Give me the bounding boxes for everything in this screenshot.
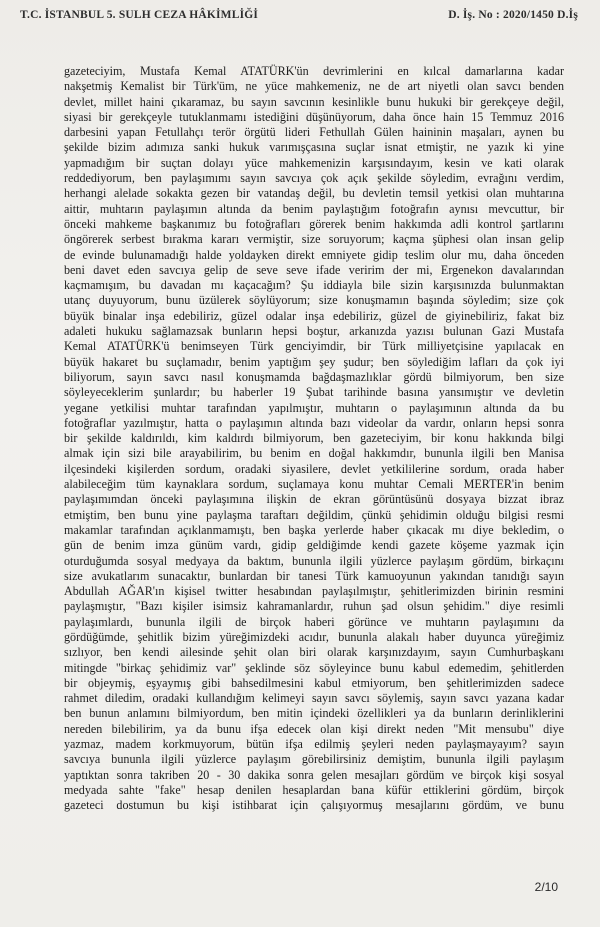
text-line: fotoğraflar yazılmıştır, hatta o paylaşımın altında bazı videolar da vardır, onların hepsi sonra: [64, 415, 564, 430]
text-line: ilçesindeki kişilerden sordum, oradaki siyasilere, devlet yetkililerine sordum, orada haber: [64, 461, 564, 476]
text-line: etmiştim, ben bunu yine paylaşma taraftarı değildim, çünkü şehidimin olduğu bilgisi resmi: [64, 507, 564, 522]
text-line: önceki mahkeme başkanımız bu fotoğrafları görerek benim hakkımda adli kontrol şartlarını: [64, 216, 564, 231]
text-line: devlet, millet haini çıkaramaz, bu sayın savcının kesinlikle bunu hukuki bir gerekçeye değil,: [64, 94, 564, 109]
text-line: medyada sahte "fake" hesap denilen hesaplardan bana küfür ettiklerini gördüm, birçok: [64, 782, 564, 797]
text-line: beni davet eden savcıya gelip de seve seve ifade veririm der mi, Ergenekon davalarından: [64, 262, 564, 277]
text-line: yegane yetkilisi muhtar tarafından yapılmıştır, muhtarın o paylaşımının altında da bu: [64, 400, 564, 415]
case-number: D. İş. No : 2020/1450 D.İş: [448, 9, 578, 21]
text-line: rahmet diledim, oradaki kullandığım kelimeyi sayın savcı söylemiş, sayın savcı yazana kadar: [64, 691, 564, 706]
text-line: paylaşımımdan önceki paylaşımına ilişkin de ekran görüntüsünü dosyaya bizzat ibraz: [64, 492, 564, 507]
text-line: büyük hakaret bu suçlamadır, benim yaptığım şey şudur; ben söylediğim lafları da çok iyi: [64, 354, 564, 369]
text-line: yaptıktan sonra takriben 20 - 30 dakika sonra gelen mesajları gördüm ve birçok kişi sosyal: [64, 767, 564, 782]
text-line: alabileceğim tüm kaynaklara sordum, suçlamaya konu muhtar Cemali MERTER'in benim: [64, 477, 564, 492]
text-line: gün de benim imza günüm vardı, gidip geldiğimde kendi gazete köşeme yazmak için: [64, 538, 564, 553]
text-line: makamlar tarafından açıklanmamıştı, ben başka yerlerde haber çıkacak mı diye bekledim, o: [64, 522, 564, 537]
text-line: bir objeymiş, eşyaymış gibi bahsedilmesini kabul etmiyorum, ben şehitlerimizden sadece: [64, 675, 564, 690]
text-line: yapmadığım bir suçtan dolayı yüce mahkemenizin karşısındayım, kesin ve kati olarak: [64, 155, 564, 170]
text-line: büyük binalar inşa edebiliriz, güzel odalar inşa edebiliriz, güzel de giyinebiliriz, fakat biz: [64, 308, 564, 323]
text-line: öngörerek serbest bırakma kararı vermiştir, size soruyorum; kaçma şüphesi olan insan gelip: [64, 232, 564, 247]
text-line: savcıya bununla ilgili yüzlerce paylaşım görebilirsiniz demiştim, bununla ilgili paylaşım: [64, 752, 564, 767]
text-line: paylaşımlardı, bununla ilgili de birçok haberi görünce ve muhtarın paylaşımını da: [64, 614, 564, 629]
text-line: Kemal ATATÜRK'ü benimseyen Türk genciyimdir, bir Türk milliyetçisine yapılacak en: [64, 339, 564, 354]
text-line: paylaşmıştır, "Bazı kişiler isimsiz kahramanlardır, ruhun şad olsun şehidim." diye resimli: [64, 599, 564, 614]
text-line: siyasi bir gerekçeyle tutuklanmamı istediğini düşünüyorum, daha önce hain 15 Temmuz 2016: [64, 109, 564, 124]
court-name: T.C. İSTANBUL 5. SULH CEZA HÂKİMLİĞİ: [20, 9, 259, 21]
text-line: şekilde bizim adımıza sanki hukuk varımışçasına suçlar isnat etmiştir, ne yazık ki yine: [64, 140, 564, 155]
text-line: nakşetmiş Kemalist bir Türk'üm, ne yüce mahkemeniz, ne de art niyetli olan savcı benden: [64, 79, 564, 94]
text-line: aittir, muhtarın paylaşımın altında da benim paylaştığım fotoğrafın aynısı mevcuttur, bir: [64, 201, 564, 216]
text-line: yazmaz, madem korkmuyorum, bütün ifşa edilmiş şeyleri neden paylaşmayayım? sayın: [64, 737, 564, 752]
text-line: nereden bilebilirim, ya da bunu ifşa edecek olan kişi direkt neden "Mit mensubu" diye: [64, 721, 564, 736]
text-line: gördüğümde, şehitlik bizim yüreğimizdeki acıdır, bununla alakalı haber duyunca yüreğimiz: [64, 629, 564, 644]
text-line: söyleyeceklerim şunlardır; bu haberler 19 Şubat tarihinde basına yansımıştır ve devletin: [64, 385, 564, 400]
text-line: Abdullah AĞAR'ın kişisel twitter hesabından paylaşılmıştır, şehitlerimizden birinin resmini: [64, 584, 564, 599]
text-line: sızlıyor, ben kendi ailesinde şehit olan biri olarak karşınızdayım, sayın Cumhurbaşkanı: [64, 645, 564, 660]
text-line: herhangi alelade sokakta gezen bir vatandaş değil, bu devletin temsil yetkisi olan muhtarına: [64, 186, 564, 201]
document-header: [20, 9, 578, 21]
page-number: 2/10: [534, 880, 558, 894]
text-line: de evinde bulunamadığı halde yoldayken direkt emniyete gidip teslim olur mu, daha önceden: [64, 247, 564, 262]
body-text: [64, 64, 564, 814]
text-line: adaleti hukuku sağlamazsak bunların hepsi boştur, arkanızda yazısı bulunan Gazi Mustafa: [64, 324, 564, 339]
text-line: oturduğumda sosyal medyaya da baktım, bununla ilgili yüzlerce paylaşım gördüm, birkaçını: [64, 553, 564, 568]
text-line: gazeteciyim, Mustafa Kemal ATATÜRK'ün devrimlerini en kılcal damarlarına kadar: [64, 64, 564, 78]
text-line: gazeteci dostumun bu kişi istihbarat için çalışıyormuş mesajlarını gördüm, ve bunu: [64, 798, 564, 813]
text-line: utanç duyuyorum, bunu üzülerek söylüyorum; size konuşmamın başında söyledim; size çok: [64, 293, 564, 308]
text-line: mitingde "birkaç şehidimiz var" şeklinde söz söyleyince bunu kabul edemedim, şehitlerden: [64, 660, 564, 675]
text-line: bir şekilde kaldırıldı, kim kaldırdı bilmiyorum, ben gazeteciyim, bir konu hakkında bilgi: [64, 431, 564, 446]
text-line: ben bunun anlamını bilmiyordum, ben mitin içindeki özellikleri ya da bunların derinliklerini: [64, 706, 564, 721]
text-line: reddediyorum, ben paylaşımımı sayın savcıya çok açık şekilde söyledim, evrağını verdim,: [64, 171, 564, 186]
text-line: almak için sizi bile arayabilirim, bu benim en doğal hakkımdır, bununla ilgili ben Manisa: [64, 446, 564, 461]
text-line: size avukatlarım sunacaktır, bunlardan bir tanesi Türk kamuoyunun yakından tanıdığı sayın: [64, 568, 564, 583]
text-line: darbesini yapan Fetullahçı terör örgütü lideri Fethullah Gülen haininin maşaları, aynen bu: [64, 125, 564, 140]
text-line: biliyorum, sayın savcı nasıl konuşmamda bağdaşmazlıklar gördü bilmiyorum, ben size: [64, 369, 564, 384]
text-line: kaçmamışım, bu davadan mı kaçacağım? Şu iddiayla bile sizin karşısınızda bulunmaktan: [64, 278, 564, 293]
